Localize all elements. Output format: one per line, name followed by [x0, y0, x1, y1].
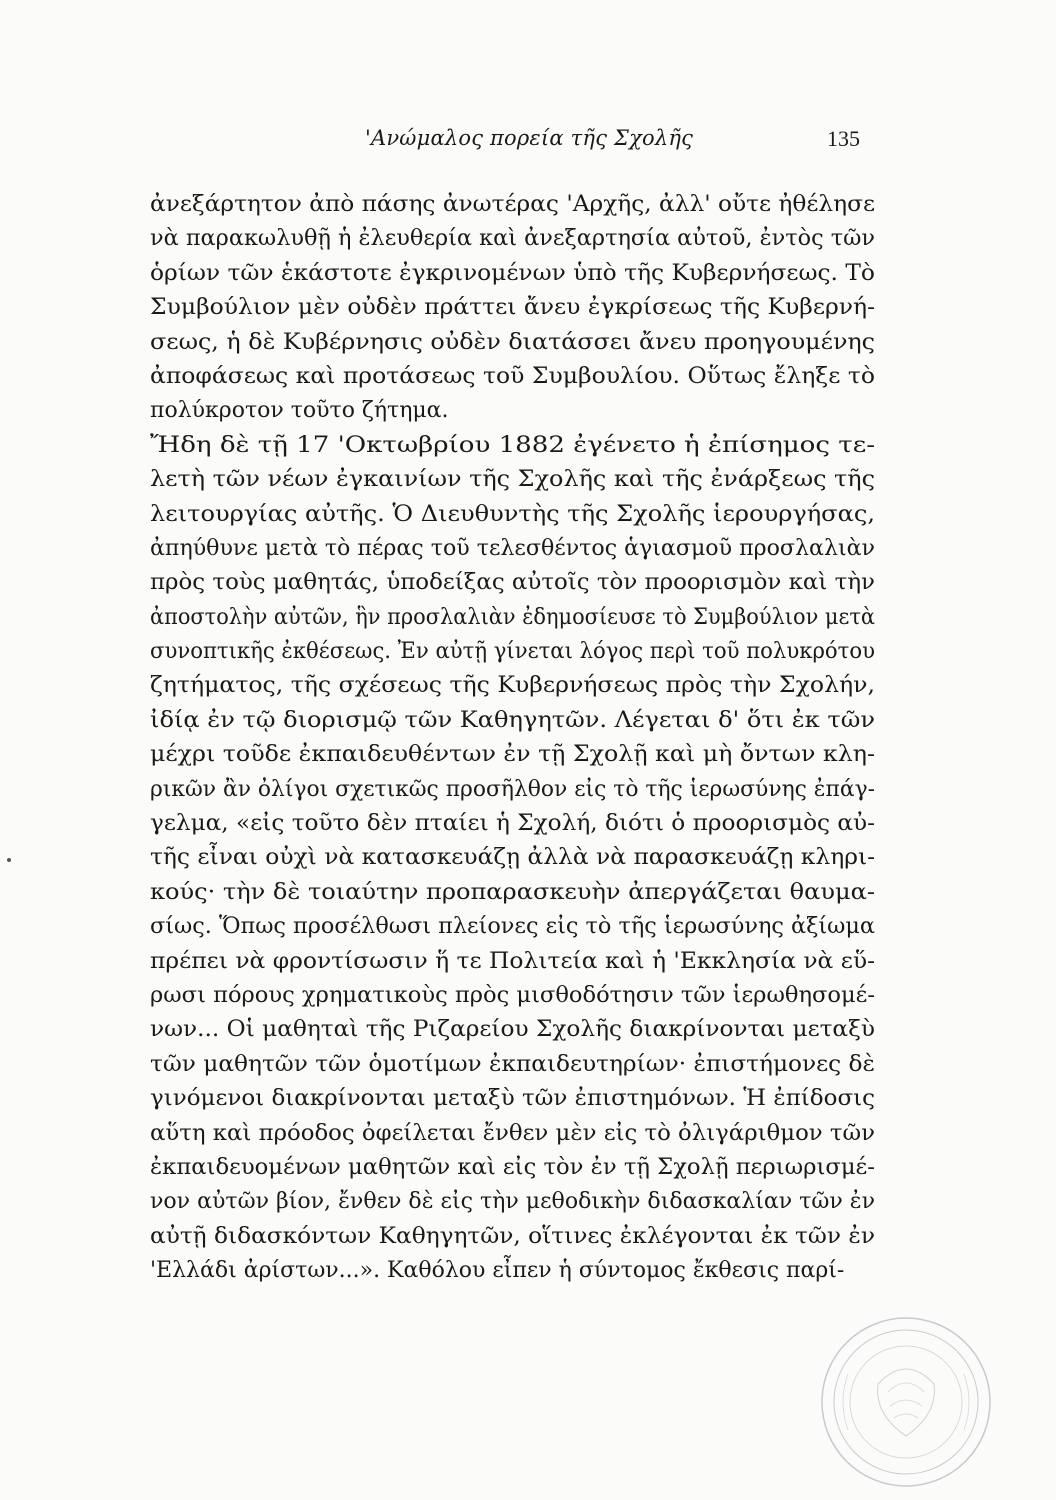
text-line: γινόμενοι διακρίνονται μεταξὺ τῶν ἐπιστημόνων. Ἡ ἐπίδοσις	[150, 1086, 876, 1112]
text-line: κούς· τὴν δὲ τοιαύτην προπαρασκευὴν ἀπεργάζεται θαυμα-	[150, 879, 876, 905]
text-line: νὰ παρακωλυθῇ ἡ ἐλευθερία καὶ ἀνεξαρτησία αὐτοῦ, ἐντὸς τῶν	[150, 226, 875, 252]
text-line-last: πολύκροτον τοῦτο ζήτημα.	[150, 398, 449, 424]
text-line: πρὸς τοὺς μαθητάς, ὑποδείξας αὐτοῖς τὸν προορισμὸν καὶ τὴν	[150, 570, 876, 596]
text-line: ἀποφάσεως καὶ προτάσεως τοῦ Συμβουλίου. Οὕτως ἔληξε τὸ	[150, 363, 875, 389]
text-line: γελμα, «εἰς τοῦτο δὲν πταίει ἡ Σχολή, διότι ὁ προορισμὸς αὐ-	[150, 811, 875, 837]
text-line: Συμβούλιον μὲν οὐδὲν πράττει ἄνευ ἐγκρίσεως τῆς Κυβερνή-	[150, 295, 876, 321]
text-line-last: 'Ελλάδι ἀρίστων...». Καθόλου εἶπεν ἡ σύντομος ἔκθεσις παρί-	[150, 1258, 845, 1284]
running-head: 'Ανώμαλος πορεία τῆς Σχολῆς	[365, 126, 694, 150]
body-text	[150, 188, 875, 1289]
text-line: συνοπτικῆς ἐκθέσεως. Ἐν αὐτῇ γίνεται λόγος περὶ τοῦ πολυκρότου	[150, 639, 876, 665]
text-line: πρέπει νὰ φροντίσωσιν ἥ τε Πολιτεία καὶ ἡ 'Εκκλησία νὰ εὕ-	[150, 948, 876, 974]
page-header	[150, 126, 890, 166]
text-line: ἀνεξάρτητον ἀπὸ πάσης ἀνωτέρας 'Αρχῆς, ἀλλ' οὔτε ἠθέλησε	[150, 192, 876, 217]
text-line: ἐκπαιδευομένων μαθητῶν καὶ εἰς τὸν ἐν τῇ Σχολῇ περιωρισμέ-	[150, 1154, 875, 1180]
text-line: ἀπηύθυνε μετὰ τὸ πέρας τοῦ τελεσθέντος ἁγιασμοῦ προσλαλιὰν	[150, 535, 876, 561]
text-line: σεως, ἡ δὲ Κυβέρνησις οὐδὲν διατάσσει ἄνευ προηγουμένης	[150, 329, 876, 355]
text-line: ἰδίᾳ ἐν τῷ διορισμῷ τῶν Καθηγητῶν. Λέγεται δ' ὅτι ἐκ τῶν	[150, 707, 875, 733]
text-line: νον αὐτῶν βίον, ἔνθεν δὲ εἰς τὴν μεθοδικὴν διδασκαλίαν τῶν ἐν	[150, 1189, 876, 1215]
text-line: αὕτη καὶ πρόοδος ὀφείλεται ἔνθεν μὲν εἰς τὸ ὀλιγάριθμον τῶν	[150, 1120, 875, 1146]
text-line: νων... Οἱ μαθηταὶ τῆς Ριζαρείου Σχολῆς διακρίνονται μεταξὺ	[150, 1017, 875, 1043]
text-line: ἀποστολὴν αὐτῶν, ἣν προσλαλιὰν ἐδημοσίευσε τὸ Συμβούλιον μετὰ	[150, 604, 875, 630]
text-line: τῶν μαθητῶν τῶν ὁμοτίμων ἐκπαιδευτηρίων· ἐπιστήμονες δὲ	[150, 1051, 875, 1077]
text-line: μέχρι τοῦδε ἐκπαιδευθέντων ἐν τῇ Σχολῇ καὶ μὴ ὄντων κλη-	[150, 742, 875, 768]
page-number: 135	[827, 126, 860, 151]
text-line: ζητήματος, τῆς σχέσεως τῆς Κυβερνήσεως πρὸς τὴν Σχολήν,	[150, 673, 875, 699]
text-line: ρικῶν ἂν ὀλίγοι σχετικῶς προσῆλθον εἰς τὸ τῆς ἱερωσύνης ἐπάγ-	[150, 776, 875, 802]
text-line: σίως. Ὅπως προσέλθωσι πλείονες εἰς τὸ τῆς ἱερωσύνης ἀξίωμα	[150, 914, 876, 940]
scan-speck	[7, 858, 11, 862]
text-line: ὁρίων τῶν ἑκάστοτε ἐγκρινομένων ὑπὸ τῆς Κυβερνήσεως. Τὸ	[150, 260, 875, 286]
text-line: τῆς εἶναι οὐχὶ νὰ κατασκευάζῃ ἀλλὰ νὰ παρασκευάζῃ κληρι-	[150, 845, 876, 871]
text-line: αὐτῇ διδασκόντων Καθηγητῶν, οἵτινες ἐκλέγονται ἐκ τῶν ἐν	[150, 1223, 875, 1249]
library-stamp-icon	[818, 1314, 994, 1490]
text-line: λετὴ τῶν νέων ἐγκαινίων τῆς Σχολῆς καὶ τῆς ἐνάρξεως τῆς	[150, 467, 876, 493]
text-line: ρωσι πόρους χρηματικοὺς πρὸς μισθοδότησιν τῶν ἱερωθησομέ-	[150, 982, 875, 1008]
text-line: λειτουργίας αὐτῆς. Ὁ Διευθυντὴς τῆς Σχολῆς ἱερουργήσας,	[150, 501, 875, 527]
text-line: Ἤδη δὲ τῇ 17 'Οκτωβρίου 1882 ἐγένετο ἡ ἐπίσημος τε-	[150, 432, 876, 458]
